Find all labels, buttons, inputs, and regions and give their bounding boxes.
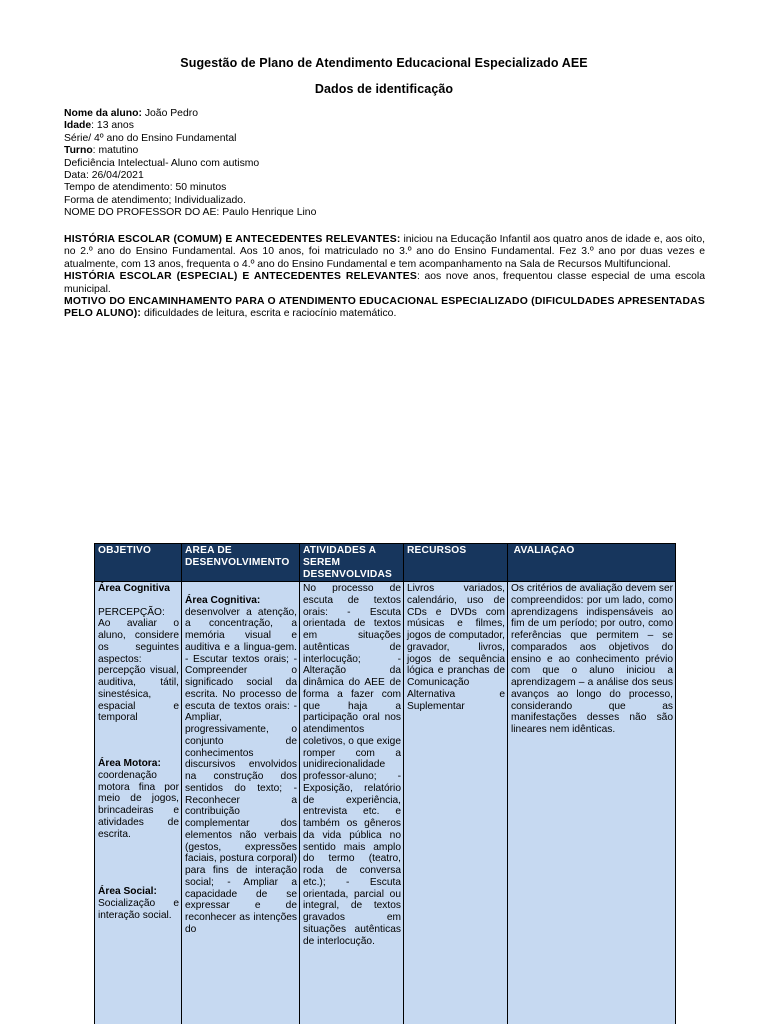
school-history xyxy=(64,234,705,321)
section-title: Dados de identificação xyxy=(314,82,454,96)
age-label: Idade xyxy=(64,120,92,132)
special-history-label: HISTÓRIA ESCOLAR (ESPECIAL) E ANTECEDENTES RELEVANTES xyxy=(64,271,418,283)
header-area: AREA DE DESENVOLVIMENTO xyxy=(182,544,300,582)
document-title: Sugestão de Plano de Atendimento Educacional Especializado AEE xyxy=(180,56,588,70)
cell-recursos xyxy=(404,582,508,1024)
header-recursos: RECURSOS xyxy=(404,544,508,582)
activities-text: No processo de escuta de textos orais: - Escuta orientada de textos em situações autênticas de interlocução; - Alteração da dinâmica do AEE de forma a fazer com que haja a participação oral nos atendimentos coletivos, o que exige romper com a unidirecionalidade professor-aluno; - Exposição, relatório de experiência, entrevista etc. e também os gêneros da vida pública no sentido mais amplo do termo (teatro, roda de conversa etc.); - Escuta orientada, parcial ou integral, de textos gravados em situações autênticas de interlocução. xyxy=(303,583,401,947)
cell-avaliacao xyxy=(508,582,676,1024)
shift-value: : matutino xyxy=(92,145,139,157)
objective-cognitive-title: Área Cognitiva xyxy=(98,583,170,594)
date-line: Data: 26/04/2021 xyxy=(64,170,144,182)
referral-reason-paragraph xyxy=(64,296,705,321)
teacher-line: NOME DO PROFESSOR DO AE: Paulo Henrique Lino xyxy=(64,207,317,219)
cell-atividades xyxy=(300,582,404,1024)
service-mode-line: Forma de atendimento; Individualizado. xyxy=(64,194,246,206)
header-avaliacao: AVALIAÇAO xyxy=(508,544,676,582)
cell-objetivo xyxy=(95,582,182,1024)
student-name-value: João Pedro xyxy=(141,108,198,119)
area-cognitive-text: desenvolver a atenção, a concentração, a memória visual e auditiva e a lingua-gem. - Escutar textos orais; - Compreender o significado social da escrita. No processo de escuta de textos orais: - Ampliar, progressivamente, o conjunto de conhecimentos discursivos envolvidos na construção dos sentidos do texto; - Reconhecer a contribuição complementar dos elementos não verbais (gestos, expressões faciais, postura corporal) para fins de interação social; - Ampliar a capacidade de se expressar e de reconhecer as intenções do xyxy=(185,606,297,935)
table-row xyxy=(95,582,676,1024)
objective-motor-title: Área Motora: xyxy=(98,758,161,769)
referral-reason-label: MOTIVO DO ENCAMINHAMENTO PARA O ATENDIMENTO EDUCACIONAL ESPECIALIZADO (DIFICULDADES APRESENTADAS PELO ALUNO): xyxy=(64,296,705,320)
header-objetivo: OBJETIVO xyxy=(95,544,182,582)
shift-label: Turno xyxy=(64,145,93,157)
age-value: : 13 anos xyxy=(91,120,134,132)
identification-block xyxy=(64,108,714,220)
cell-area xyxy=(182,582,300,1024)
objective-cognitive-text: PERCEPÇÃO: Ao avaliar o aluno, considere os seguintes aspectos: percepção visual, auditiva, tátil, sinestésica, espacial e temporal xyxy=(98,606,179,724)
student-name-line xyxy=(64,108,714,120)
referral-reason-text: dificuldades de leitura, escrita e raciocínio matemático. xyxy=(141,308,397,320)
age-line xyxy=(64,120,714,132)
objective-motor-text: coordenação motora fina por meio de jogos, brincadeiras e atividades de escrita. xyxy=(98,769,179,840)
common-history-paragraph xyxy=(64,234,705,271)
header-atividades: ATIVIDADES A SEREM DESENVOLVIDAS xyxy=(300,544,404,582)
grade-line: Série/ 4º ano do Ensino Fundamental xyxy=(64,132,237,144)
student-name-label: Nome da aluno: xyxy=(64,108,142,119)
common-history-label: HISTÓRIA ESCOLAR (COMUM) E ANTECEDENTES RELEVANTES: xyxy=(64,234,401,245)
area-cognitive-title: Área Cognitiva: xyxy=(185,594,261,606)
evaluation-text: Os critérios de avaliação devem ser compreendidos: por um lado, como aprendizagens indispensáveis ao fim de um período; por outro, como referências que permitem – se comparados aos objetivos do ensino e ao conhecimento prévio com que o aluno iniciou a aprendizagem – a análise dos seus avanços ao longo do processo, considerando que as manifestações desses não são lineares nem idênticas. xyxy=(511,583,673,735)
disability-line: Deficiência Intelectual- Aluno com autismo xyxy=(64,157,260,169)
duration-line: Tempo de atendimento: 50 minutos xyxy=(64,182,227,194)
special-history-paragraph xyxy=(64,271,705,296)
objective-social-text: Socialização e interação social. xyxy=(98,897,179,921)
special-history-text: : aos nove anos, frequentou classe especial de uma escola municipal. xyxy=(64,271,706,295)
table-header-row xyxy=(95,544,676,582)
resources-text: Livros variados, calendário, uso de CDs e DVDs com músicas e filmes, jogos de computador, gravador, livros, jogos de sequência lógica e pranchas de Comunicação Alternativa e Suplementar xyxy=(407,583,505,712)
common-history-text: iniciou na Educação Infantil aos quatro anos de idade e, aos oito, no 2.º ano do Ensino Fundamental. Aos 10 anos, foi matriculado no 3.º ano do Ensino Fundamental. Fez 3.º ano por duas vezes e atualmente, com 13 anos, frequenta o 4.º ano do Ensino Fundamental e tem acompanhamento na Sala de Recursos Multifuncional. xyxy=(64,234,705,270)
objective-social-title: Área Social: xyxy=(98,886,157,897)
plan-table xyxy=(94,543,676,1024)
shift-line xyxy=(64,145,714,157)
